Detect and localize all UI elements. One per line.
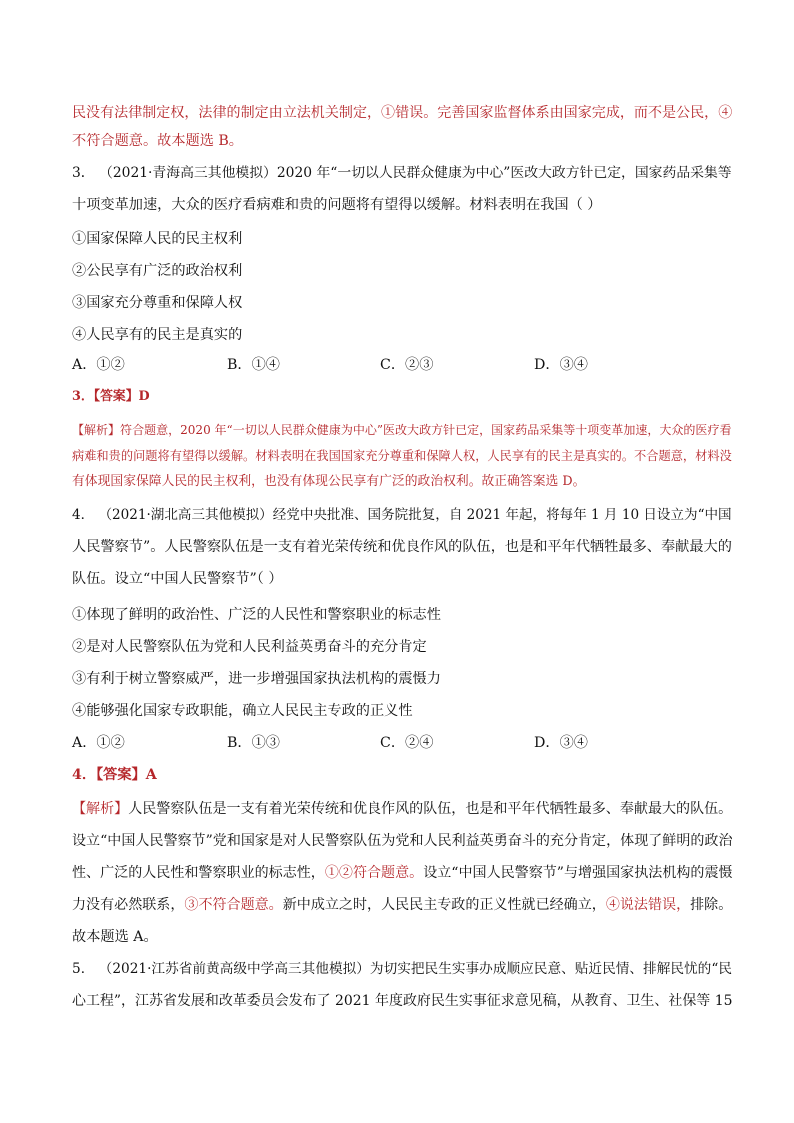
q2-text: 民没有法律制定权，法律的制定由立法机关制定， [72,105,382,121]
q4-item-4: ④能够强化国家专政职能，确立人民民主专政的正义性 [72,703,413,719]
q3-item-4: ④人民享有的民主是真实的 [72,327,243,343]
q4-option-c: C．②④ [380,735,434,751]
q4-analysis-line-4 [72,894,732,916]
q3-item-3: ③国家充分尊重和保障人权 [72,295,243,311]
q4-options [72,732,732,754]
q3-analysis-line-1: 【解析】符合题意，2020 年“一切以人民群众健康为中心”医改大政方针已定，国家药品采集等十项变革加速，大众的医疗看 [72,423,732,437]
q5-stem-line-1: 5． （2021·江苏省前黄高级中学高三其他模拟）为切实把民生实事办成顺应民意、贴近民情、排解民忧的“民 [72,961,732,977]
q4-item-3: ③有利于树立警察威严，进一步增强国家执法机构的震慑力 [72,671,441,687]
q3-option-b: B．①④ [227,357,280,373]
q3-answer: 3．【答案】D [72,389,150,404]
q3-options [72,354,732,376]
q2-analysis-line-1 [72,102,732,124]
analysis-text: 新中成立之时，人民民主专政的正义性就已经确立， [282,897,606,913]
analysis-highlight: ④说法错误， [605,897,691,913]
q4-stem-line-1: 4． （2021·湖北高三其他模拟）经党中央批准、国务院批复，自 2021 年起，将每年 1 月 10 日设立为“中国 [72,507,732,523]
q4-analysis-line-3 [72,862,733,884]
q2-analysis-line-2: 不符合题意。故本题选 B。 [72,133,243,149]
q4-option-a: A．①② [72,735,125,751]
analysis-text: 力没有必然联系， [72,897,185,913]
q4-item-2: ②是对人民警察队伍为党和人民利益英勇奋斗的充分肯定 [72,639,427,655]
q4-analysis-line-5: 故本题选 A。 [72,929,158,945]
analysis-text: 设立“中国人民警察节”与增强国家执法机构的震慑 [423,865,733,881]
q5-stem-line-2: 心工程”，江苏省发展和改革委员会发布了 2021 年度政府民生实事征求意见稿，从教育、卫生、社保等 15 [72,993,733,1009]
q4-stem-line-2: 人民警察节”。人民警察队伍是一支有着光荣传统和优良作风的队伍，也是和平年代牺牲最多、奉献最大的 [72,539,732,555]
q3-item-2: ②公民享有广泛的政治权利 [72,263,243,279]
q2-highlight: ④ [718,105,733,121]
q3-analysis-line-3: 有体现国家保障人民的民主权利，也没有体现公民享有广泛的政治权利。故正确答案选 D。 [72,474,586,489]
q3-option-a: A．①② [72,357,125,373]
q4-analysis-line-1 [72,798,732,820]
q3-item-1: ①国家保障人民的民主权利 [72,231,243,247]
analysis-text: 排除。 [690,897,733,913]
q3-analysis-line-2: 病难和贵的问题将有望得以缓解。材料表明在我国国家充分尊重和保障人权，人民享有的民主是真实的。不合题意，材料没 [72,449,732,463]
analysis-label: 【解析】 [72,801,129,817]
q4-option-d: D．③④ [534,735,588,751]
q4-stem-line-3: 队伍。设立“中国人民警察节”（ ） [72,571,283,587]
q4-analysis-line-2: 设立“中国人民警察节”党和国家是对人民警察队伍为党和人民利益英勇奋斗的充分肯定，体现了鲜明的政治 [72,833,733,849]
q3-option-d: D．③④ [534,357,588,373]
q3-stem-line-1: 3． （2021·青海高三其他模拟）2020 年“一切以人民群众健康为中心”医改大政方针已定，国家药品采集等 [72,165,732,181]
q4-option-b: B．①③ [227,735,280,751]
q4-item-1: ①体现了鲜明的政治性、广泛的人民性和警察职业的标志性 [72,607,441,623]
analysis-highlight: ③不符合题意。 [184,897,283,913]
q3-option-c: C．②③ [380,357,434,373]
q3-stem-line-2: 十项变革加速，大众的医疗看病难和贵的问题将有望得以缓解。材料表明在我国（ ） [72,197,602,213]
analysis-highlight: ①②符合题意。 [324,865,424,881]
q2-text: 完善国家监督体系由国家完成，而不是公民， [437,105,719,121]
analysis-text: 人民警察队伍是一支有着光荣传统和优良作风的队伍，也是和平年代牺牲最多、奉献最大的队伍。 [128,801,733,817]
analysis-text: 性、广泛的人民性和警察职业的标志性， [72,865,325,881]
q4-answer: 4．【答案】A [72,767,157,783]
q2-highlight: ①错误。 [381,105,438,121]
